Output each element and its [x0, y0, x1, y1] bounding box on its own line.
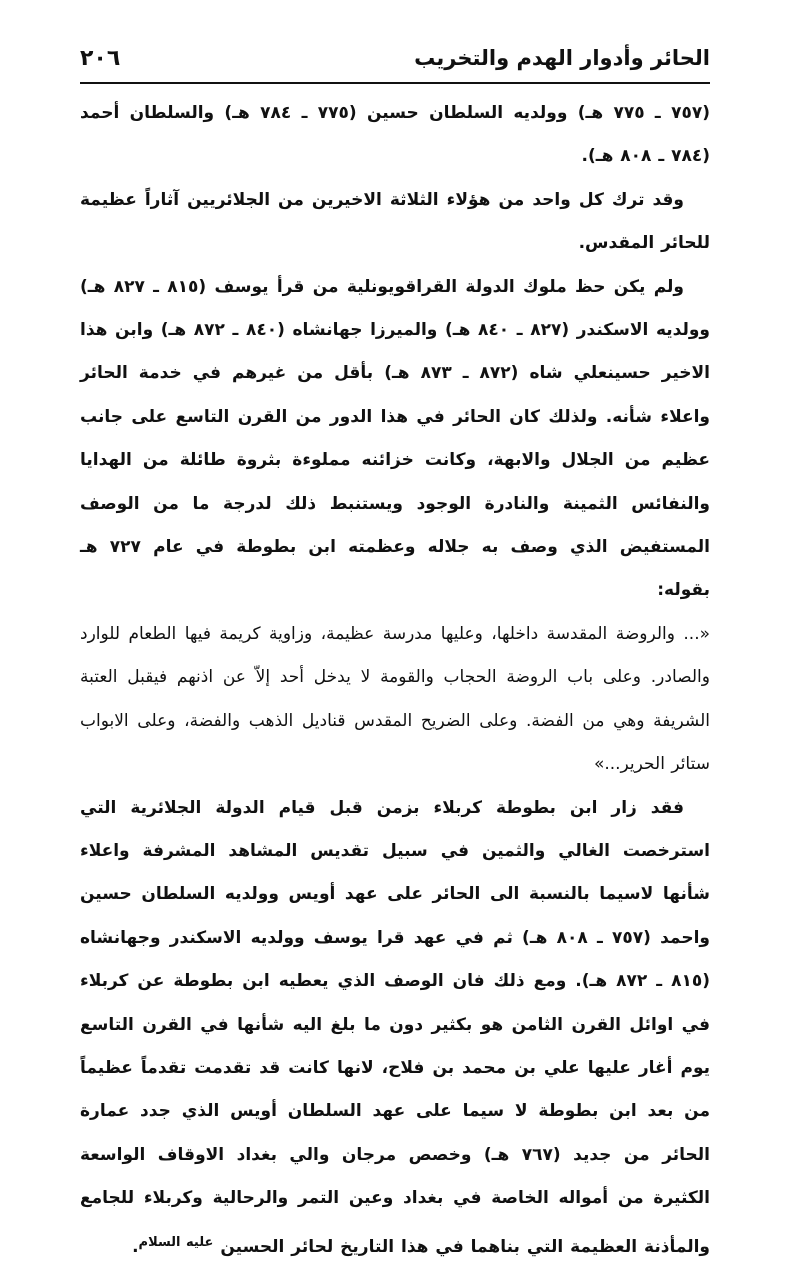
- quotation: «... والروضة المقدسة داخلها، وعليها مدرسة عظيمة، وزاوية كريمة فيها الطعام للوارد والصادر. وعلى باب الروضة الحجاب والقومة لا يدخل أحد إلاّ عن اذنهم فيقبل العتبة الشريفة وهي من الفضة. وعلى الضريح المقدس قناديل الذهب والفضة، وعلى الابواب ستائر الحرير...»: [80, 623, 710, 775]
- page-number: ٢٠٦: [80, 45, 121, 71]
- page-body: [80, 92, 710, 1269]
- paragraph-1: (٧٥٧ ـ ٧٧٥ هـ) وولديه السلطان حسين (٧٧٥ ـ ٧٨٤ هـ) والسلطان أحمد (٧٨٤ ـ ٨٠٨ هـ).: [80, 103, 710, 167]
- paragraph-2: وقد ترك كل واحد من هؤلاء الثلاثة الاخيرين من الجلائريين آثاراً عظيمة للحائر المقدس.: [80, 189, 710, 254]
- paragraph-4: فقد زار ابن بطوطة كربلاء بزمن قبل قيام الدولة الجلائرية التي استرخصت الغالي والثمين في سبيل تقديس المشاهد المشرفة واعلاء شأنها لاسيما بالنسبة الى الحائر على عهد أويس وولديه السلطان حسين واحمد (٧٥٧ ـ ٨٠٨ هـ) ثم في عهد قرا يوسف وولديه الاسكندر وجهانشاه (٨١٥ ـ ٨٧٢ هـ). ومع ذلك فان الوصف الذي يعطيه ابن بطوطة عن كربلاء في اوائل القرن الثامن هو بكثير دون ما بلغ اليه شأنها في القرن التاسع يوم أغار عليها علي بن محمد بن فلاح، لانها كانت قد تقدمت تقدماً عظيماً من بعد ابن بطوطة لا سيما على عهد السلطان أويس الذي جدد عمارة الحائر من جديد (٧٦٧ هـ) وخصص مرجان والي بغداد الاوقاف الواسعة الكثيرة من أمواله الخاصة في بغداد وعين التمر والرحالية وكربلاء للجامع والمأذنة العظيمة التي بناهما في هذا التاريخ لحائر الحسين $^{عليه السلام}$.: [80, 797, 710, 1257]
- paragraph-4-text: فقد زار ابن بطوطة كربلاء بزمن قبل قيام الدولة الجلائرية التي استرخصت الغالي والثمين في سبيل تقديس المشاهد المشرفة واعلاء شأنها لاسيما بالنسبة الى الحائر على عهد أويس وولديه السلطان حسين واحمد (٧٥٧ ـ ٨٠٨ هـ) ثم في عهد قرا يوسف وولديه الاسكندر وجهانشاه (٨١٥ ـ ٨٧٢ هـ). ومع ذلك فان الوصف الذي يعطيه ابن بطوطة عن كربلاء في اوائل القرن الثامن هو بكثير دون ما بلغ اليه شأنها في القرن التاسع يوم أغار عليها علي بن محمد بن فلاح، لانها كانت قد تقدمت تقدماً عظيماً من بعد ابن بطوطة لا سيما على عهد السلطان أويس الذي جدد عمارة الحائر من جديد (٧٦٧ هـ) وخصص مرجان والي بغداد الاوقاف الواسعة الكثيرة من أمواله الخاصة في بغداد وعين التمر والرحالية وكربلاء للجامع والمأذنة العظيمة التي بناهما في هذا التاريخ لحائر الحسين: [80, 797, 710, 1257]
- page-header: [80, 34, 710, 84]
- paragraph-3: ولم يكن حظ ملوك الدولة القراقويونلية من قرأ يوسف (٨١٥ ـ ٨٢٧ هـ) وولديه الاسكندر (٨٢٧ ـ ٨٤٠ هـ) والميرزا جهانشاه (٨٤٠ ـ ٨٧٢ هـ) وابن هذا الاخير حسينعلي شاه (٨٧٢ ـ ٨٧٣ هـ) بأقل من غيرهم في خدمة الحائر واعلاء شأنه. ولذلك كان الحائر في هذا الدور من القرن التاسع على جانب عظيم من الجلال والابهة، وكانت خزائنه مملوءة بثروة طائلة من الهدايا والنفائس الثمينة والنادرة الوجود ويستنبط ذلك لدرجة ما من الوصف المستفيض الذي وصف به جلاله وعظمته ابن بطوطة في عام ٧٢٧ هـ بقوله:: [80, 276, 711, 601]
- honorific-glyph: عليه السلام: [138, 1234, 214, 1250]
- running-title: الحائر وأدوار الهدم والتخريب: [414, 46, 710, 70]
